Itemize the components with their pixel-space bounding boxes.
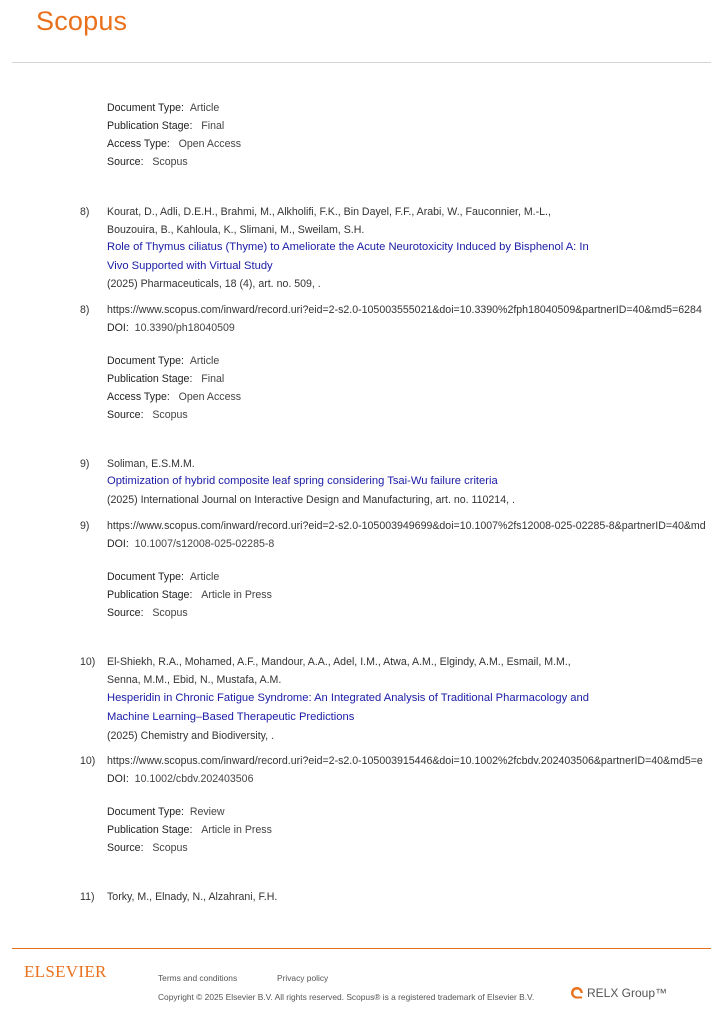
source-row: Source: Scopus (107, 156, 188, 168)
entry-title-link[interactable]: Machine Learning–Based Therapeutic Predictions (107, 711, 355, 723)
scopus-logo[interactable]: Scopus (36, 6, 128, 36)
entry-number: 8) (80, 206, 90, 218)
entry-title-link[interactable]: Role of Thymus ciliatus (Thyme) to Ameliorate the Acute Neurotoxicity Induced by Bisphenol A: In (107, 241, 589, 253)
entry-citation: (2025) Pharmaceuticals, 18 (4), art. no. 509, . (107, 278, 321, 290)
entry-url[interactable]: https://www.scopus.com/inward/record.uri?eid=2-s2.0-105003949699&doi=10.1007%2fs12008-025-02285-8&partnerID=40&md (107, 520, 706, 532)
doc-type-row: Document Type: Review (107, 806, 225, 818)
pub-stage-row: Publication Stage: Final (107, 373, 225, 385)
entry-url[interactable]: https://www.scopus.com/inward/record.uri?eid=2-s2.0-105003555021&doi=10.3390%2fph18040509&partnerID=40&md5=6284 (107, 304, 702, 316)
entry-title-link[interactable]: Vivo Supported with Virtual Study (107, 260, 273, 272)
entry-authors: Soliman, E.S.M.M. (107, 458, 195, 470)
access-type-row: Access Type: Open Access (107, 391, 242, 403)
doc-type-row: Document Type: Article (107, 355, 220, 367)
entry-authors: Torky, M., Elnady, N., Alzahrani, F.H. (107, 891, 278, 903)
entry-url-number: 8) (80, 304, 90, 316)
source-row: Source: Scopus (107, 409, 188, 421)
entry-citation: (2025) International Journal on Interactive Design and Manufacturing, art. no. 110214, . (107, 494, 515, 506)
footer-divider (12, 948, 711, 949)
access-type-row: Access Type: Open Access (107, 138, 242, 150)
pub-stage-row: Publication Stage: Article in Press (107, 589, 272, 601)
doc-type-row: Document Type: Article (107, 102, 220, 114)
relx-text: RELX Group™ (587, 986, 668, 1000)
entry-authors: Kourat, D., Adli, D.E.H., Brahmi, M., Alkholifi, F.K., Bin Dayel, F.F., Arabi, W., Fauconnier, M.-L., (107, 206, 551, 218)
elsevier-logo[interactable]: ELSEVIER (24, 962, 107, 981)
entry-doi: DOI: 10.1002/cbdv.202403506 (107, 773, 254, 785)
relx-logo[interactable] (570, 986, 667, 1000)
entry-authors: El-Shiekh, R.A., Mohamed, A.F., Mandour, A.A., Adel, I.M., Atwa, A.M., Elgindy, A.M., Esmail, M.M., (107, 656, 571, 668)
entry-url-number: 9) (80, 520, 90, 532)
doc-type-row: Document Type: Article (107, 571, 220, 583)
entry-citation: (2025) Chemistry and Biodiversity, . (107, 730, 275, 742)
privacy-link[interactable]: Privacy policy (277, 973, 329, 983)
entry-doi: DOI: 10.1007/s12008-025-02285-8 (107, 538, 275, 550)
entry-url[interactable]: https://www.scopus.com/inward/record.uri?eid=2-s2.0-105003915446&doi=10.1002%2fcbdv.202403506&partnerID=40&md5=e (107, 755, 703, 767)
source-row: Source: Scopus (107, 842, 188, 854)
entry-number: 9) (80, 458, 90, 470)
copyright-text: Copyright © 2025 Elsevier B.V. All rights reserved. Scopus® is a registered trademark of Elsevier B.V. (158, 992, 535, 1002)
relx-mark-icon (570, 986, 584, 1000)
pub-stage-row: Publication Stage: Final (107, 120, 225, 132)
entry-authors: Senna, M.M., Ebid, N., Mustafa, A.M. (107, 674, 282, 686)
pub-stage-row: Publication Stage: Article in Press (107, 824, 272, 836)
entry-title-link[interactable]: Hesperidin in Chronic Fatigue Syndrome: An Integrated Analysis of Traditional Pharmacology and (107, 692, 589, 704)
entry-authors: Bouzouira, B., Kahloula, K., Slimani, M., Sweilam, S.H. (107, 224, 365, 236)
entry-doi: DOI: 10.3390/ph18040509 (107, 322, 235, 334)
entry-url-number: 10) (80, 755, 96, 767)
entry-number: 10) (80, 656, 96, 668)
entry-number: 11) (80, 891, 95, 903)
terms-link[interactable]: Terms and conditions (158, 973, 238, 983)
entry-title-link[interactable]: Optimization of hybrid composite leaf spring considering Tsai-Wu failure criteria (107, 475, 498, 487)
source-row: Source: Scopus (107, 607, 188, 619)
